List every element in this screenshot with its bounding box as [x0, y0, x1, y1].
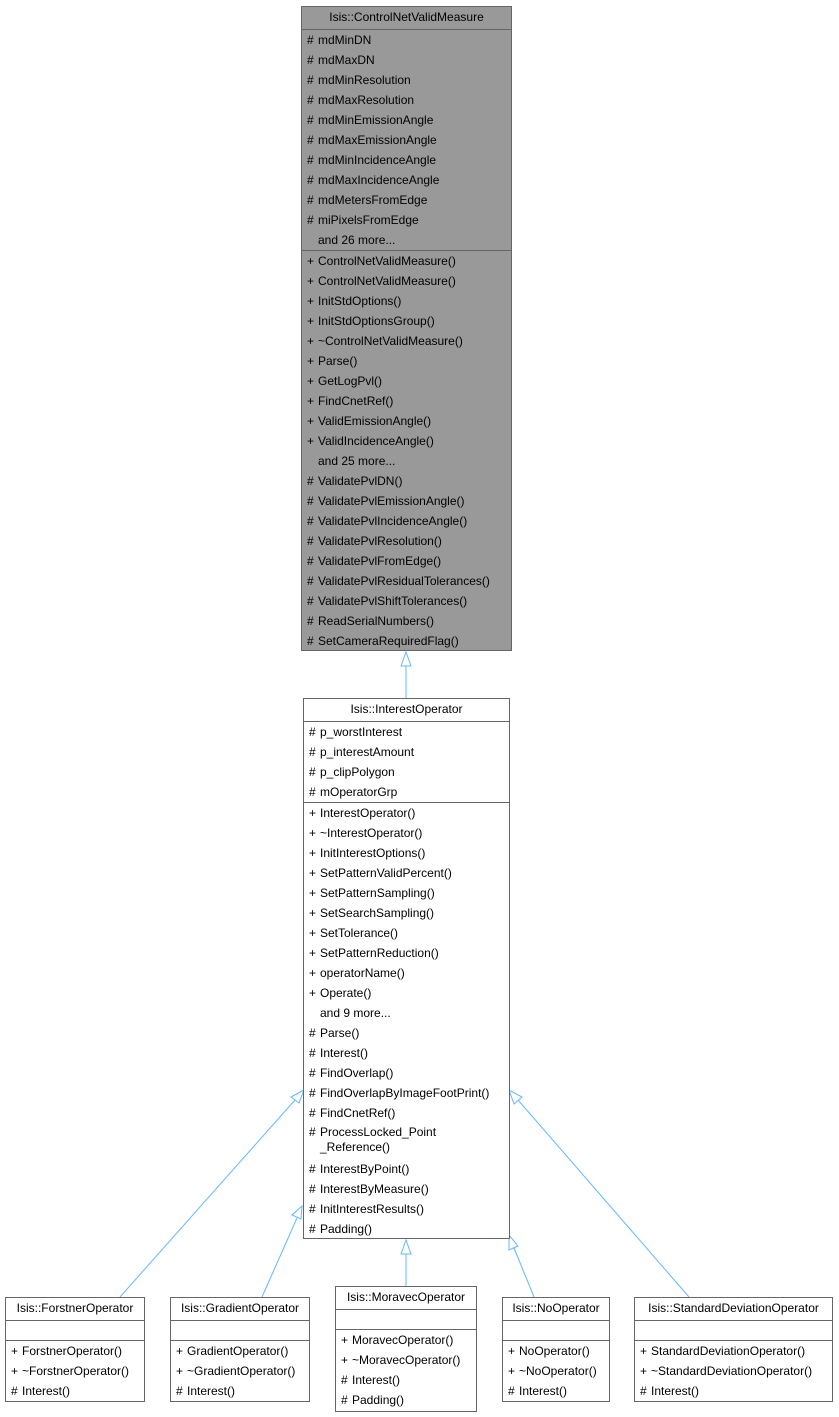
visibility-marker: #: [307, 634, 314, 648]
member-name: ValidatePvlIncidenceAngle(): [318, 514, 468, 528]
class-moravecoperator[interactable]: [335, 1286, 477, 1412]
class-standarddeviationoperator[interactable]: [634, 1297, 833, 1402]
method-row[interactable]: [304, 963, 509, 983]
attribute-row[interactable]: [302, 170, 511, 190]
class-title: Isis::GradientOperator: [171, 1298, 309, 1321]
member-name: Padding(): [320, 1222, 373, 1236]
methods-section: [302, 251, 511, 651]
method-row[interactable]: [304, 903, 509, 923]
member-name: ~MoravecOperator(): [352, 1353, 461, 1367]
member-name: ValidatePvlFromEdge(): [318, 554, 442, 568]
method-row[interactable]: [6, 1381, 144, 1401]
visibility-marker: +: [309, 946, 317, 960]
visibility-marker: +: [307, 314, 315, 328]
method-row[interactable]: [302, 511, 511, 531]
attributes-section: [336, 1310, 476, 1330]
method-row[interactable]: [171, 1341, 309, 1361]
method-row[interactable]: [302, 331, 511, 351]
methods-section: [503, 1341, 609, 1401]
visibility-marker: +: [176, 1344, 184, 1358]
member-name: InitInterestOptions(): [320, 846, 426, 860]
method-row[interactable]: [302, 431, 511, 451]
class-title: Isis::ForstnerOperator: [6, 1298, 144, 1321]
member-name: SetPatternReduction(): [320, 946, 439, 960]
more-attributes-link[interactable]: [302, 230, 511, 250]
method-row[interactable]: [302, 311, 511, 331]
method-row[interactable]: [635, 1381, 832, 1401]
attributes-section: [6, 1321, 144, 1341]
member-name: Interest(): [352, 1373, 401, 1387]
visibility-marker: #: [307, 213, 314, 227]
member-name: GetLogPvl(): [318, 374, 383, 388]
member-name: SetPatternSampling(): [320, 886, 435, 900]
member-name: Operate(): [320, 986, 372, 1000]
method-row[interactable]: [302, 371, 511, 391]
visibility-marker: +: [309, 906, 317, 920]
visibility-marker: +: [309, 886, 317, 900]
visibility-marker: #: [176, 1384, 183, 1398]
member-name: ForstnerOperator(): [22, 1344, 123, 1358]
arrowhead-interestoperator-noop: [509, 1235, 518, 1250]
method-row[interactable]: [503, 1341, 609, 1361]
member-name: InterestByMeasure(): [320, 1182, 429, 1196]
member-name: NoOperator(): [519, 1344, 590, 1358]
member-name: GradientOperator(): [187, 1344, 289, 1358]
method-row[interactable]: [302, 351, 511, 371]
visibility-marker: #: [309, 785, 316, 799]
member-name: ~StandardDeviationOperator(): [651, 1364, 813, 1378]
visibility-marker: #: [307, 574, 314, 588]
class-title: Isis::InterestOperator: [304, 699, 509, 722]
member-name: ReadSerialNumbers(): [318, 614, 435, 628]
member-name: InitStdOptions(): [318, 294, 402, 308]
attribute-row[interactable]: [304, 782, 509, 802]
methods-section: [336, 1330, 476, 1410]
member-name: ValidatePvlResolution(): [318, 534, 442, 548]
member-name: mdMaxResolution: [318, 93, 415, 107]
attribute-row[interactable]: [302, 70, 511, 90]
method-row[interactable]: [171, 1361, 309, 1381]
method-row[interactable]: [503, 1381, 609, 1401]
visibility-marker: #: [307, 173, 314, 187]
member-name: mdMinDN: [318, 33, 372, 47]
method-row[interactable]: [302, 411, 511, 431]
member-name: ControlNetValidMeasure(): [318, 274, 456, 288]
member-name: ~NoOperator(): [519, 1364, 597, 1378]
method-row[interactable]: [304, 823, 509, 843]
member-name: FindOverlapByImageFootPrint(): [320, 1086, 490, 1100]
method-row[interactable]: [302, 291, 511, 311]
method-row[interactable]: [635, 1341, 832, 1361]
member-name: MoravecOperator(): [352, 1333, 454, 1347]
visibility-marker: +: [309, 926, 317, 940]
member-name: SetPatternValidPercent(): [320, 866, 452, 880]
visibility-marker: +: [508, 1364, 516, 1378]
method-row[interactable]: [304, 1199, 509, 1219]
member-name: Parse(): [318, 354, 358, 368]
member-name: ValidatePvlEmissionAngle(): [318, 494, 465, 508]
visibility-marker: #: [307, 153, 314, 167]
member-name: Interest(): [519, 1384, 568, 1398]
method-row[interactable]: [302, 631, 511, 651]
class-controlnetvalidmeasure[interactable]: [301, 6, 512, 651]
attributes-section: [302, 30, 511, 251]
member-name: SetTolerance(): [320, 926, 399, 940]
visibility-marker: #: [508, 1384, 515, 1398]
member-name: SetSearchSampling(): [320, 906, 435, 920]
visibility-marker: #: [307, 494, 314, 508]
method-row[interactable]: [304, 1179, 509, 1199]
visibility-marker: +: [307, 294, 315, 308]
member-name: InitInterestResults(): [320, 1202, 425, 1216]
member-name: ValidatePvlShiftTolerances(): [318, 594, 468, 608]
method-row[interactable]: [336, 1330, 476, 1350]
member-name: Interest(): [320, 1046, 369, 1060]
method-row[interactable]: [304, 1023, 509, 1043]
method-row[interactable]: [302, 471, 511, 491]
class-title: Isis::ControlNetValidMeasure: [302, 7, 511, 30]
methods-section: [6, 1341, 144, 1401]
attribute-row[interactable]: [304, 762, 509, 782]
visibility-marker: +: [307, 274, 315, 288]
member-name: SetCameraRequiredFlag(): [318, 634, 459, 648]
member-name: operatorName(): [320, 966, 405, 980]
method-row[interactable]: [304, 983, 509, 1003]
visibility-marker: +: [176, 1364, 184, 1378]
method-row[interactable]: [304, 843, 509, 863]
visibility-marker: #: [307, 133, 314, 147]
visibility-marker: #: [309, 1125, 316, 1139]
attribute-row[interactable]: [304, 722, 509, 742]
visibility-marker: +: [11, 1364, 19, 1378]
attribute-row[interactable]: [302, 150, 511, 170]
attribute-row[interactable]: [302, 90, 511, 110]
member-name: mdMaxDN: [318, 53, 375, 67]
visibility-marker: #: [309, 725, 316, 739]
member-name: InitStdOptionsGroup(): [318, 314, 435, 328]
visibility-marker: #: [309, 1046, 316, 1060]
class-title: Isis::NoOperator: [503, 1298, 609, 1321]
visibility-marker: #: [307, 474, 314, 488]
visibility-marker: #: [309, 1026, 316, 1040]
visibility-marker: +: [307, 254, 315, 268]
class-nooperator[interactable]: [502, 1297, 610, 1402]
class-title: Isis::MoravecOperator: [336, 1287, 476, 1310]
visibility-marker: #: [11, 1384, 18, 1398]
method-row[interactable]: [304, 1043, 509, 1063]
class-gradientoperator[interactable]: [170, 1297, 310, 1402]
method-row[interactable]: [304, 863, 509, 883]
visibility-marker: #: [307, 534, 314, 548]
member-name: p_interestAmount: [320, 745, 415, 759]
method-row[interactable]: [302, 551, 511, 571]
arrowhead-controlnetvalidmeasure: [401, 652, 411, 666]
attribute-row[interactable]: [302, 30, 511, 50]
attribute-row[interactable]: [302, 210, 511, 230]
visibility-marker: #: [307, 193, 314, 207]
method-row[interactable]: [171, 1381, 309, 1401]
visibility-marker: +: [11, 1344, 19, 1358]
visibility-marker: +: [307, 374, 315, 388]
member-name: FindOverlap(): [320, 1066, 394, 1080]
method-row[interactable]: [304, 1063, 509, 1083]
member-name: ProcessLocked_Point _Reference(): [320, 1125, 437, 1154]
method-row[interactable]: [304, 803, 509, 823]
attribute-row[interactable]: [302, 190, 511, 210]
visibility-marker: +: [508, 1344, 516, 1358]
visibility-marker: +: [309, 866, 317, 880]
visibility-marker: +: [309, 986, 317, 1000]
more-methods-link[interactable]: [302, 451, 511, 471]
method-row[interactable]: [6, 1341, 144, 1361]
member-name: and 9 more...: [320, 1006, 391, 1020]
visibility-marker: +: [307, 354, 315, 368]
class-title: Isis::StandardDeviationOperator: [635, 1298, 832, 1321]
member-name: mdMaxIncidenceAngle: [318, 173, 440, 187]
visibility-marker: +: [309, 966, 317, 980]
member-name: mdMinIncidenceAngle: [318, 153, 437, 167]
method-row[interactable]: [336, 1350, 476, 1370]
attributes-section: [503, 1321, 609, 1341]
attribute-row[interactable]: [302, 110, 511, 130]
visibility-marker: #: [307, 554, 314, 568]
member-name: mdMinEmissionAngle: [318, 113, 434, 127]
visibility-marker: #: [307, 33, 314, 47]
member-name: ControlNetValidMeasure(): [318, 254, 456, 268]
visibility-marker: +: [341, 1333, 349, 1347]
member-name: Interest(): [651, 1384, 700, 1398]
member-name: mdMaxEmissionAngle: [318, 133, 437, 147]
visibility-marker: +: [341, 1353, 349, 1367]
member-name: p_worstInterest: [320, 725, 403, 739]
method-row[interactable]: [304, 943, 509, 963]
method-row[interactable]: [304, 1123, 509, 1159]
member-name: mdMinResolution: [318, 73, 411, 87]
visibility-marker: #: [307, 594, 314, 608]
method-row[interactable]: [302, 491, 511, 511]
visibility-marker: +: [640, 1364, 648, 1378]
member-name: ~InterestOperator(): [320, 826, 423, 840]
more-methods-link[interactable]: [304, 1003, 509, 1023]
member-name: ValidatePvlResidualTolerances(): [318, 574, 490, 588]
member-name: ~GradientOperator(): [187, 1364, 296, 1378]
member-name: Padding(): [352, 1393, 405, 1407]
method-row[interactable]: [336, 1390, 476, 1410]
visibility-marker: +: [307, 334, 315, 348]
visibility-marker: +: [307, 414, 315, 428]
method-row[interactable]: [302, 251, 511, 271]
member-name: InterestByPoint(): [320, 1162, 410, 1176]
member-name: mOperatorGrp: [320, 785, 398, 799]
visibility-marker: +: [309, 826, 317, 840]
arrowhead-interestoperator-gradient: [292, 1206, 302, 1219]
visibility-marker: #: [309, 1182, 316, 1196]
visibility-marker: #: [309, 765, 316, 779]
member-name: FindCnetRef(): [320, 1106, 396, 1120]
member-name: miPixelsFromEdge: [318, 213, 419, 227]
method-row[interactable]: [336, 1370, 476, 1390]
visibility-marker: #: [309, 1202, 316, 1216]
member-name: ~ControlNetValidMeasure(): [318, 334, 463, 348]
visibility-marker: #: [309, 1106, 316, 1120]
edge-noop-to-interestoperator: [514, 1248, 534, 1297]
visibility-marker: #: [640, 1384, 647, 1398]
visibility-marker: #: [307, 73, 314, 87]
method-row[interactable]: [503, 1361, 609, 1381]
member-name: ~ForstnerOperator(): [22, 1364, 130, 1378]
visibility-marker: #: [309, 1222, 316, 1236]
member-name: ValidIncidenceAngle(): [318, 434, 434, 448]
arrowhead-interestoperator-moravec: [401, 1240, 411, 1254]
method-row[interactable]: [302, 591, 511, 611]
attribute-row[interactable]: [302, 130, 511, 150]
visibility-marker: +: [307, 434, 315, 448]
visibility-marker: #: [341, 1373, 348, 1387]
visibility-marker: +: [309, 806, 317, 820]
member-name: p_clipPolygon: [320, 765, 395, 779]
visibility-marker: #: [307, 614, 314, 628]
method-row[interactable]: [302, 271, 511, 291]
method-row[interactable]: [304, 1083, 509, 1103]
method-row[interactable]: [304, 1159, 509, 1179]
visibility-marker: #: [307, 93, 314, 107]
member-name: InterestOperator(): [320, 806, 416, 820]
edge-gradient-to-interestoperator: [262, 1218, 297, 1297]
visibility-marker: #: [307, 113, 314, 127]
attributes-section: [171, 1321, 309, 1341]
attributes-section: [635, 1321, 832, 1341]
visibility-marker: +: [307, 394, 315, 408]
visibility-marker: +: [309, 846, 317, 860]
edge-stddev-to-interestoperator: [518, 1100, 689, 1297]
member-name: and 26 more...: [318, 233, 396, 247]
member-name: Interest(): [22, 1384, 71, 1398]
method-row[interactable]: [302, 391, 511, 411]
method-row[interactable]: [302, 571, 511, 591]
visibility-marker: #: [341, 1393, 348, 1407]
method-row[interactable]: [304, 1103, 509, 1123]
member-name: FindCnetRef(): [318, 394, 394, 408]
class-forstneroperator[interactable]: [5, 1297, 145, 1402]
member-name: Interest(): [187, 1384, 236, 1398]
attribute-row[interactable]: [302, 50, 511, 70]
member-name: ValidEmissionAngle(): [318, 414, 432, 428]
visibility-marker: #: [309, 745, 316, 759]
methods-section: [635, 1341, 832, 1401]
visibility-marker: #: [309, 1162, 316, 1176]
visibility-marker: #: [309, 1066, 316, 1080]
member-name: ValidatePvlDN(): [318, 474, 403, 488]
attributes-section: [304, 722, 509, 803]
member-name: StandardDeviationOperator(): [651, 1344, 806, 1358]
member-name: Parse(): [320, 1026, 360, 1040]
visibility-marker: #: [309, 1086, 316, 1100]
edge-forstner-to-interestoperator: [120, 1100, 295, 1297]
method-row[interactable]: [6, 1361, 144, 1381]
method-row[interactable]: [302, 531, 511, 551]
methods-section: [304, 803, 509, 1239]
method-row[interactable]: [304, 883, 509, 903]
methods-section: [171, 1341, 309, 1401]
method-row[interactable]: [302, 611, 511, 631]
visibility-marker: #: [307, 53, 314, 67]
method-row[interactable]: [304, 1219, 509, 1239]
visibility-marker: #: [307, 514, 314, 528]
attribute-row[interactable]: [304, 742, 509, 762]
method-row[interactable]: [635, 1361, 832, 1381]
member-name: mdMetersFromEdge: [318, 193, 428, 207]
class-interestoperator[interactable]: [303, 698, 510, 1239]
member-name: and 25 more...: [318, 454, 396, 468]
visibility-marker: +: [640, 1344, 648, 1358]
method-row[interactable]: [304, 923, 509, 943]
